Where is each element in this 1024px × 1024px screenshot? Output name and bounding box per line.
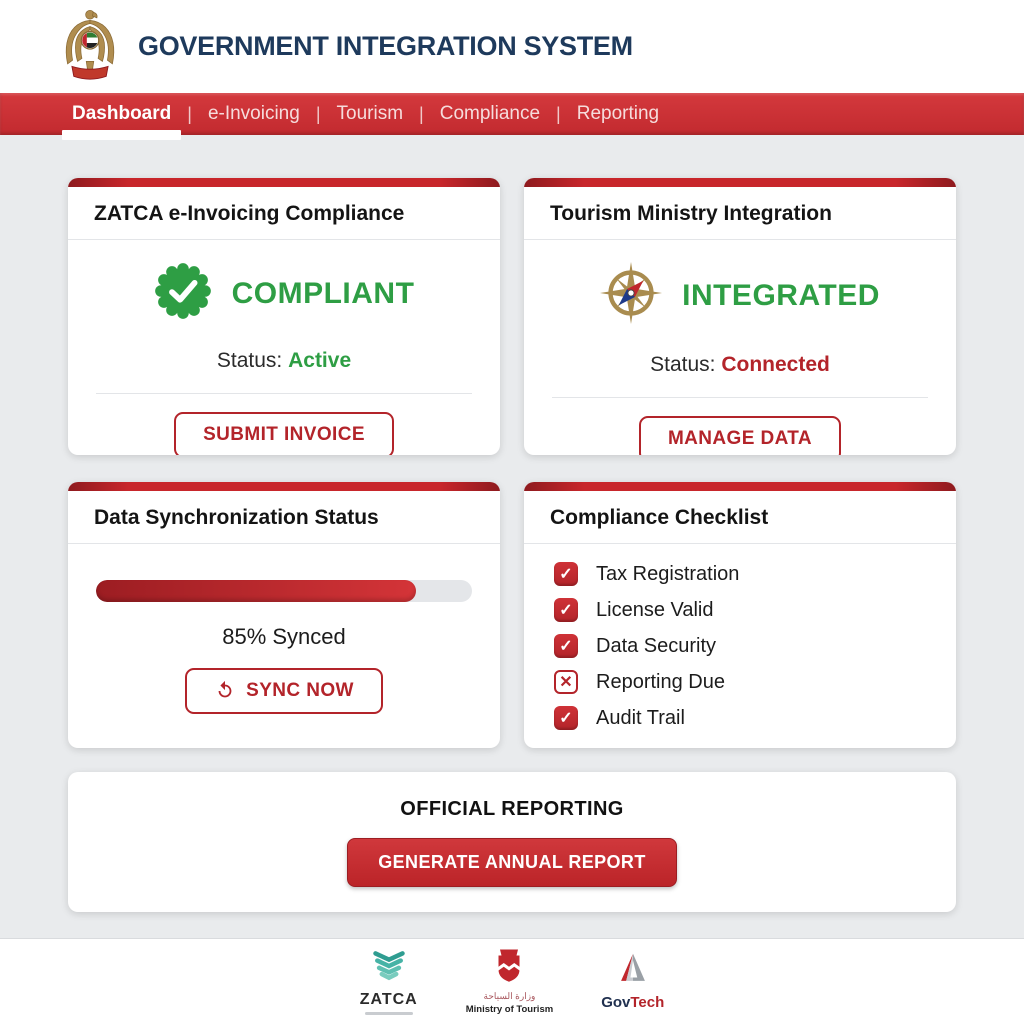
data-sync-card <box>68 482 500 748</box>
nav-item-tourism[interactable]: Tourism <box>336 103 404 124</box>
status-value: Connected <box>721 353 830 376</box>
tourism-card-title: Tourism Ministry Integration <box>524 187 956 240</box>
checklist-card-title: Compliance Checklist <box>524 491 956 544</box>
ministry-of-tourism-logo <box>466 948 553 1015</box>
ministry-logo-text: Ministry of Tourism <box>465 1004 554 1015</box>
checklist-item-data-security <box>554 634 926 658</box>
govtech-origami-icon <box>616 952 650 991</box>
status-label: Status: <box>650 353 716 376</box>
generate-annual-report-button[interactable] <box>347 838 676 887</box>
govtech-text-gov: Gov <box>601 994 631 1011</box>
sync-progress-bar <box>96 580 472 602</box>
ministry-arabic-text: وزارة السياحة <box>483 991 536 1001</box>
compass-icon <box>600 262 662 329</box>
zatca-card-title: ZATCA e-Invoicing Compliance <box>68 187 500 240</box>
manage-data-label: MANAGE DATA <box>667 428 813 449</box>
checklist-label: Tax Registration <box>596 562 740 585</box>
compliance-badge: COMPLIANT <box>231 276 415 310</box>
page-title: GOVERNMENT INTEGRATION SYSTEM <box>138 31 633 61</box>
card-accent-strip <box>524 482 956 491</box>
checkbox-checked-icon[interactable]: ✓ <box>554 634 578 658</box>
sync-now-button[interactable] <box>185 668 383 714</box>
divider <box>96 393 472 394</box>
green-seal-check-icon <box>154 262 212 325</box>
checklist-label: Data Security <box>596 634 717 657</box>
zatca-status-line <box>94 349 474 373</box>
divider <box>552 397 928 398</box>
nav-separator: | <box>556 103 561 124</box>
integration-badge: INTEGRATED <box>682 278 880 312</box>
uae-emblem-logo-icon <box>62 6 118 87</box>
official-reporting-title: OFFICIAL REPORTING <box>400 797 624 820</box>
nav-separator: | <box>315 103 321 124</box>
generate-annual-report-label: GENERATE ANNUAL REPORT <box>378 851 646 872</box>
main-nav <box>0 93 1024 135</box>
checkbox-crossed-icon[interactable]: ✕ <box>554 670 578 694</box>
checklist-label: License Valid <box>596 598 714 621</box>
sync-arrow-icon <box>214 680 236 702</box>
checklist-item-tax-registration <box>554 562 926 586</box>
submit-invoice-button[interactable] <box>174 412 394 455</box>
checklist-item-license-valid <box>554 598 926 622</box>
card-accent-strip <box>68 178 500 187</box>
ministry-crest-icon <box>494 948 524 989</box>
card-accent-strip <box>68 482 500 491</box>
sync-progress-text: 85% Synced <box>222 624 346 649</box>
zatca-logo-text: ZATCA <box>359 990 418 1008</box>
zatca-logo <box>360 949 418 1015</box>
nav-separator: | <box>187 103 192 124</box>
nav-item-reporting[interactable]: Reporting <box>576 103 660 124</box>
govtech-logo-text <box>601 994 664 1011</box>
checklist-label: Reporting Due <box>596 670 725 693</box>
tourism-integration-card <box>524 178 956 455</box>
manage-data-button[interactable] <box>639 416 841 455</box>
checkbox-checked-icon[interactable]: ✓ <box>554 598 578 622</box>
zatca-compliance-card <box>68 178 500 455</box>
checklist-label: Audit Trail <box>596 706 685 729</box>
sync-progress-fill <box>96 580 416 602</box>
official-reporting-card <box>68 772 956 912</box>
govtech-text-tech: Tech <box>630 994 665 1011</box>
submit-invoice-label: SUBMIT INVOICE <box>203 424 365 445</box>
compliance-checklist-card <box>524 482 956 748</box>
checklist-item-audit-trail <box>554 706 926 730</box>
nav-item-compliance[interactable]: Compliance <box>439 103 541 124</box>
zatca-shield-icon <box>371 949 407 988</box>
nav-separator: | <box>419 103 424 124</box>
checklist-item-reporting-due <box>554 670 926 694</box>
checkbox-checked-icon[interactable]: ✓ <box>554 706 578 730</box>
govtech-logo <box>601 952 664 1011</box>
checkbox-checked-icon[interactable]: ✓ <box>554 562 578 586</box>
nav-item-e-invoicing[interactable]: e-Invoicing <box>207 103 300 124</box>
card-grid <box>68 178 956 748</box>
status-label: Status: <box>216 349 283 372</box>
tourism-status-line <box>550 353 930 377</box>
card-accent-strip <box>524 178 956 187</box>
sync-now-label: SYNC NOW <box>246 680 354 701</box>
zatca-tagline-line <box>365 1012 413 1015</box>
nav-item-dashboard[interactable]: Dashboard <box>70 93 173 135</box>
app-header <box>0 0 1024 93</box>
app-footer <box>0 938 1024 1024</box>
sync-card-title: Data Synchronization Status <box>68 491 500 544</box>
status-value: Active <box>288 349 352 372</box>
